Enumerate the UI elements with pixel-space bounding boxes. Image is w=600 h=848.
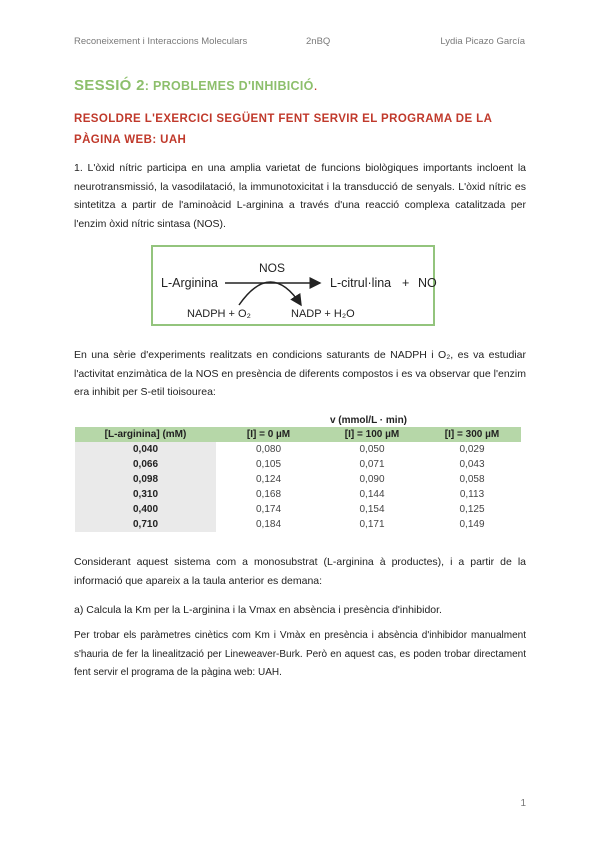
question-intro: Considerant aquest sistema com a monosubstrat (L-arginina à productes), i a partir de la informació que apareix a la taula anterior es demana: bbox=[74, 556, 526, 587]
page-number: 1 bbox=[520, 798, 526, 809]
table-row bbox=[75, 442, 521, 457]
table-row bbox=[75, 517, 521, 532]
table-row bbox=[75, 472, 521, 487]
velocity-header: v (mmol/L · min) bbox=[329, 414, 408, 426]
header-course: Reconeixement i Interaccions Moleculars bbox=[74, 36, 248, 47]
substrate-label: L-Arginina bbox=[161, 276, 218, 290]
table-row bbox=[75, 487, 521, 502]
header-group: 2nBQ bbox=[306, 36, 331, 47]
rate-cell: 0,043 bbox=[459, 459, 485, 470]
rate-cell: 0,058 bbox=[459, 474, 485, 485]
concentration-cell: 0,310 bbox=[75, 487, 216, 502]
concentration-cell: 0,400 bbox=[75, 502, 216, 517]
rate-cell: 0,174 bbox=[255, 504, 282, 515]
rate-cell: 0,184 bbox=[255, 519, 282, 530]
reaction-diagram bbox=[151, 245, 435, 326]
table-row bbox=[75, 502, 521, 517]
rate-cell: 0,124 bbox=[255, 474, 282, 485]
column-header: [L-arginina] (mM) bbox=[75, 427, 216, 442]
product-label: L-citrul·lina bbox=[330, 276, 392, 290]
section-heading: RESOLDRE L'EXERCICI SEGÜENT FENT SERVIR EL PROGRAMA DE LA PÀGINA WEB: UAH bbox=[74, 113, 492, 146]
experiment-paragraph: En una sèrie d'experiments realitzats en condicions saturants de NADPH i O₂, es va estudiar l'activitat enzimàtica de la NOS en presència de diferents compostos i es va observar que l'enzim era inhibit per S-etil tioisourea: bbox=[74, 349, 526, 398]
table-row bbox=[75, 457, 521, 472]
method-note: Per trobar els paràmetres cinètics com Km i Vmàx en presència i absència d'inhibidor manualment s'hauria de fer la linealització per Lineweaver-Burk. Però en aquest cas, es poden trobar directament fent servir el programa de la pàgina web: UAH. bbox=[74, 630, 526, 678]
rate-cell: 0,050 bbox=[359, 444, 385, 455]
title-session: SESSIÓ 2 bbox=[74, 77, 145, 94]
title-dot: . bbox=[313, 77, 318, 93]
concentration-cell: 0,040 bbox=[75, 442, 216, 457]
rate-cell: 0,168 bbox=[255, 489, 282, 500]
cofactor-arrow bbox=[239, 282, 301, 305]
coproduct-label: NO bbox=[418, 276, 437, 290]
reaction-svg bbox=[153, 247, 437, 328]
rate-cell: 0,090 bbox=[359, 474, 385, 485]
rate-cell: 0,029 bbox=[459, 444, 485, 455]
column-header: [I] = 100 µM bbox=[321, 427, 423, 442]
plus-sign: + bbox=[402, 276, 410, 290]
rate-cell: 0,171 bbox=[359, 519, 385, 530]
intro-paragraph: 1. L'òxid nítric participa en una amplia varietat de funcions biològiques importants incloent la neurotransmissió, la vasodilatació, la immunotoxicitat i la transducció de senyals. L'òxid nítric es sintetitza a partir de l'aminoàcid L-arginina a través d'una reacció complexa catalitzada per l'enzim òxid nítric sintasa (NOS). bbox=[74, 162, 526, 230]
rate-cell: 0,080 bbox=[255, 444, 282, 455]
rate-cell: 0,144 bbox=[359, 489, 385, 500]
enzyme-label: NOS bbox=[259, 261, 286, 275]
rate-cell: 0,105 bbox=[255, 459, 282, 470]
column-header: [I] = 0 µM bbox=[216, 427, 321, 442]
table-header-row bbox=[75, 427, 521, 442]
concentration-cell: 0,066 bbox=[75, 457, 216, 472]
rate-cell: 0,071 bbox=[359, 459, 385, 470]
rate-cell: 0,125 bbox=[459, 504, 485, 515]
cofactor-in-label: NADPH + O₂ bbox=[187, 308, 251, 320]
concentration-cell: 0,710 bbox=[75, 517, 216, 532]
rate-cell: 0,154 bbox=[359, 504, 385, 515]
header-author: Lydia Picazo García bbox=[440, 36, 525, 47]
question-a: a) Calcula la Km per la L-arginina i la Vmax en absència i presència d'inhibidor. bbox=[74, 604, 442, 616]
cofactor-out-label: NADP + H₂O bbox=[291, 308, 355, 320]
rate-cell: 0,149 bbox=[459, 519, 485, 530]
kinetics-table bbox=[75, 413, 521, 532]
concentration-cell: 0,098 bbox=[75, 472, 216, 487]
page-title bbox=[74, 77, 318, 94]
rate-cell: 0,113 bbox=[459, 489, 485, 500]
table-group-header-row bbox=[75, 413, 521, 427]
column-header: [I] = 300 µM bbox=[423, 427, 521, 442]
title-topic: : PROBLEMES D'INHIBICIÓ bbox=[144, 79, 314, 93]
